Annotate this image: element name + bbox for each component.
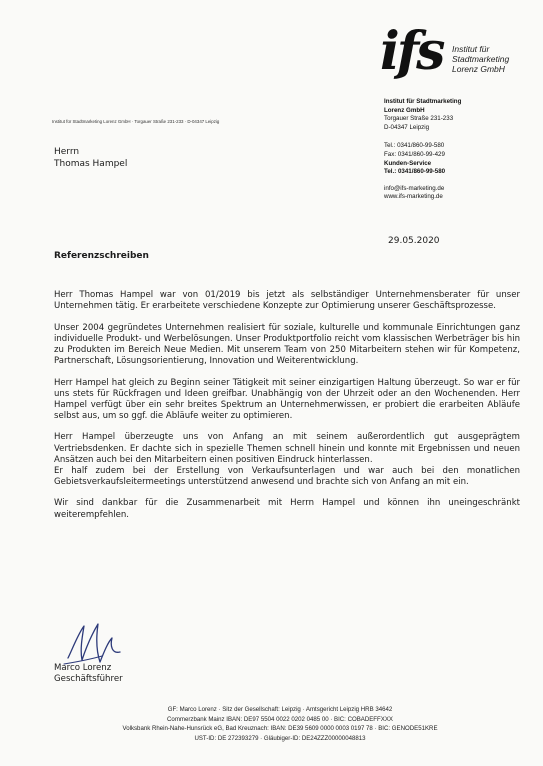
company-street: Torgauer Straße 231-233: [384, 115, 454, 123]
letter-subject: Referenzschreiben: [54, 251, 149, 261]
body-paragraph: Herr Thomas Hampel war von 01/2019 bis jetzt als selbständiger Unternehmensberater für unser Unternehmen tätig. Er erarbeitete verschiedene Konzepte zur Optimierung unserer Geschäftsprozesse.: [54, 290, 520, 312]
footer-line: Volksbank Rhein-Nahe-Hunsrück eG, Bad Kreuznach: IBAN: DE39 5609 0000 0003 0197 78 · BIC: GENODE51KRE: [122, 725, 438, 733]
footer-line: Commerzbank Mainz IBAN: DE97 5504 0022 0202 0485 00 · BIC: COBADEFFXXX: [167, 715, 393, 723]
recipient-address: [54, 146, 127, 170]
body-paragraph: Wir sind dankbar für die Zusammenarbeit mit Herrn Hampel und können ihn uneingeschränkt weiterempfehlen.: [54, 498, 520, 520]
company-tel: Tel.: 0341/860-99-580: [384, 142, 445, 150]
company-name-2: Lorenz GmbH: [384, 106, 425, 114]
footer-line: UST-ID: DE 272393279 · Gläubiger-ID: DE24ZZZ00000048813: [194, 734, 366, 742]
company-name: Institut für Stadtmarketing: [384, 98, 462, 105]
signatory-title: Geschäftsführer: [54, 674, 123, 685]
body-paragraph: Er half zudem bei der Erstellung von Verkaufsunterlagen und war auch bei den monatlichen Gebietsverkaufsleitermeetings unterstützend anwesend und brachte sich von Anfang an mit ein.: [54, 465, 520, 487]
footer-line: GF: Marco Lorenz · Sitz der Gesellschaft: Leipzig · Amtsgericht Leipzig HRB 34642: [167, 706, 393, 713]
recipient-salutation: Herrn: [54, 147, 80, 157]
company-email: info@ifs-marketing.de: [384, 184, 445, 192]
letter-date: 29.05.2020: [388, 236, 440, 246]
body-paragraph: Herr Hampel überzeugte uns von Anfang an mit seinem außerordentlich gut ausgeprägtem Vertriebsdenken. Er dachte sich in spezielle Themen schnell hinein und konnte mit Ergebnissen und neuen Ansätzen auch bei den Mitarbeitern einen positiven Eindruck hinterlassen.: [54, 432, 520, 465]
letter-footer: [40, 705, 520, 743]
company-fax: Fax: 0341/860-99-429: [384, 150, 445, 158]
logo-text-line: Lorenz GmbH: [452, 64, 505, 74]
company-city: D-04347 Leipzig: [384, 123, 430, 131]
spacer: [384, 132, 534, 142]
logo-text-line: Institut für: [452, 44, 490, 54]
signatory: [54, 663, 123, 685]
logo-text: [452, 44, 509, 74]
contact-block: [384, 98, 534, 202]
recipient-name: Thomas Hampel: [54, 159, 128, 169]
spacer: [384, 177, 534, 185]
sender-return-line: Institut für Stadtmarketing Lorenz GmbH · Torgauer Straße 231-233 · D-04347 Leipzig: [52, 119, 220, 124]
logo-text-line: Stadtmarketing: [452, 54, 510, 64]
service-label: Kunden-Service: [384, 159, 432, 167]
body-paragraph: Herr Hampel hat gleich zu Beginn seiner Tätigkeit mit seiner einzigartigen Haltung überzeugt. So war er für uns stets für Rückfragen und Ideen greifbar. Unabhängig von der Uhrzeit oder an den Wochenenden. Herr Hampel verfügt über ein sehr breites Spektrum an Unternehmerwissen, er probiert die erarbeiten Abläufe selbst aus, um so ggf. die Abläufe weiter zu optimieren.: [54, 377, 520, 421]
body-paragraph: Unser 2004 gegründetes Unternehmen realisiert für soziale, kulturelle und kommunale Einrichtungen ganz individuelle Produkt- und Werbelösungen. Unser Produktportfolio reicht vom klassischen Werbeträger bis hin zu Produkten im Bereich Neue Medien. Mit unserem Team von 250 Mitarbeitern stehen wir für Kompetenz, Partnerschaft, Lösungsorientierung, Innovation und Weiterentwicklung.: [54, 322, 520, 366]
company-web: www.ifs-marketing.de: [384, 193, 443, 201]
service-tel: Tel.: 0341/860-99-580: [384, 168, 446, 176]
ifs-logo: ifs: [380, 21, 443, 82]
letter-body: [54, 290, 520, 531]
signatory-name: Marco Lorenz: [54, 663, 112, 673]
